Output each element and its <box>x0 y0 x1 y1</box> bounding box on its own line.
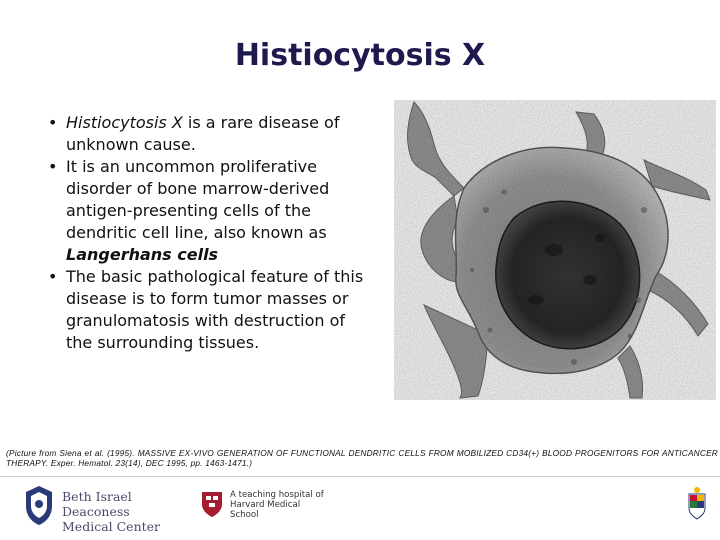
bullet-list <box>44 112 374 354</box>
hms-logo <box>200 484 330 528</box>
bullet-dot: • <box>48 267 58 286</box>
bidmc-line2: Medical Center <box>62 519 161 534</box>
harvard-shield-icon <box>200 490 224 523</box>
bullet-text: It is an uncommon proliferative disorder of bone marrow-derived antigen-presenting cells of the dendritic cell line, also known as <box>66 157 330 242</box>
hms-line2: Harvard Medical School <box>230 500 301 520</box>
bidmc-line1: Beth Israel Deaconess <box>62 489 132 519</box>
slide-title: Histiocytosis X <box>234 38 486 73</box>
bullet-dot: • <box>48 113 58 132</box>
bidmc-emblem-icon <box>22 484 56 531</box>
bullet-emphasis: Histiocytosis X <box>66 113 183 132</box>
bidmc-wordmark <box>62 489 202 534</box>
bidmc-logo <box>22 484 202 534</box>
footer-divider <box>0 476 720 477</box>
bullet-dot: • <box>48 157 58 176</box>
bullet-item <box>44 112 374 156</box>
hms-line1: A teaching hospital of <box>230 490 324 500</box>
bullet-text: is a rare disease of unknown cause. <box>66 113 340 154</box>
bullet-item <box>44 156 374 266</box>
bullet-item <box>44 266 374 354</box>
dendritic-cell-micrograph <box>394 100 716 400</box>
bullet-emphasis: Langerhans cells <box>66 245 219 264</box>
bullet-text: The basic pathological feature of this disease is to form tumor masses or granulomatosis with destruction of the surrounding tissues. <box>66 267 364 352</box>
institution-crest-icon <box>686 486 708 520</box>
hms-wordmark <box>230 490 330 520</box>
figure-caption: (Picture from Siena et al. (1995). MASSIVE EX-VIVO GENERATION OF FUNCTIONAL DENDRITIC CELLS FROM MOBILIZED CD34(+) BLOOD PROGENITORS FOR ANTICANCER THERAPY. Exper. Hematol. 23(14), DEC 1995, pp. 1463-1471.) <box>6 448 718 468</box>
